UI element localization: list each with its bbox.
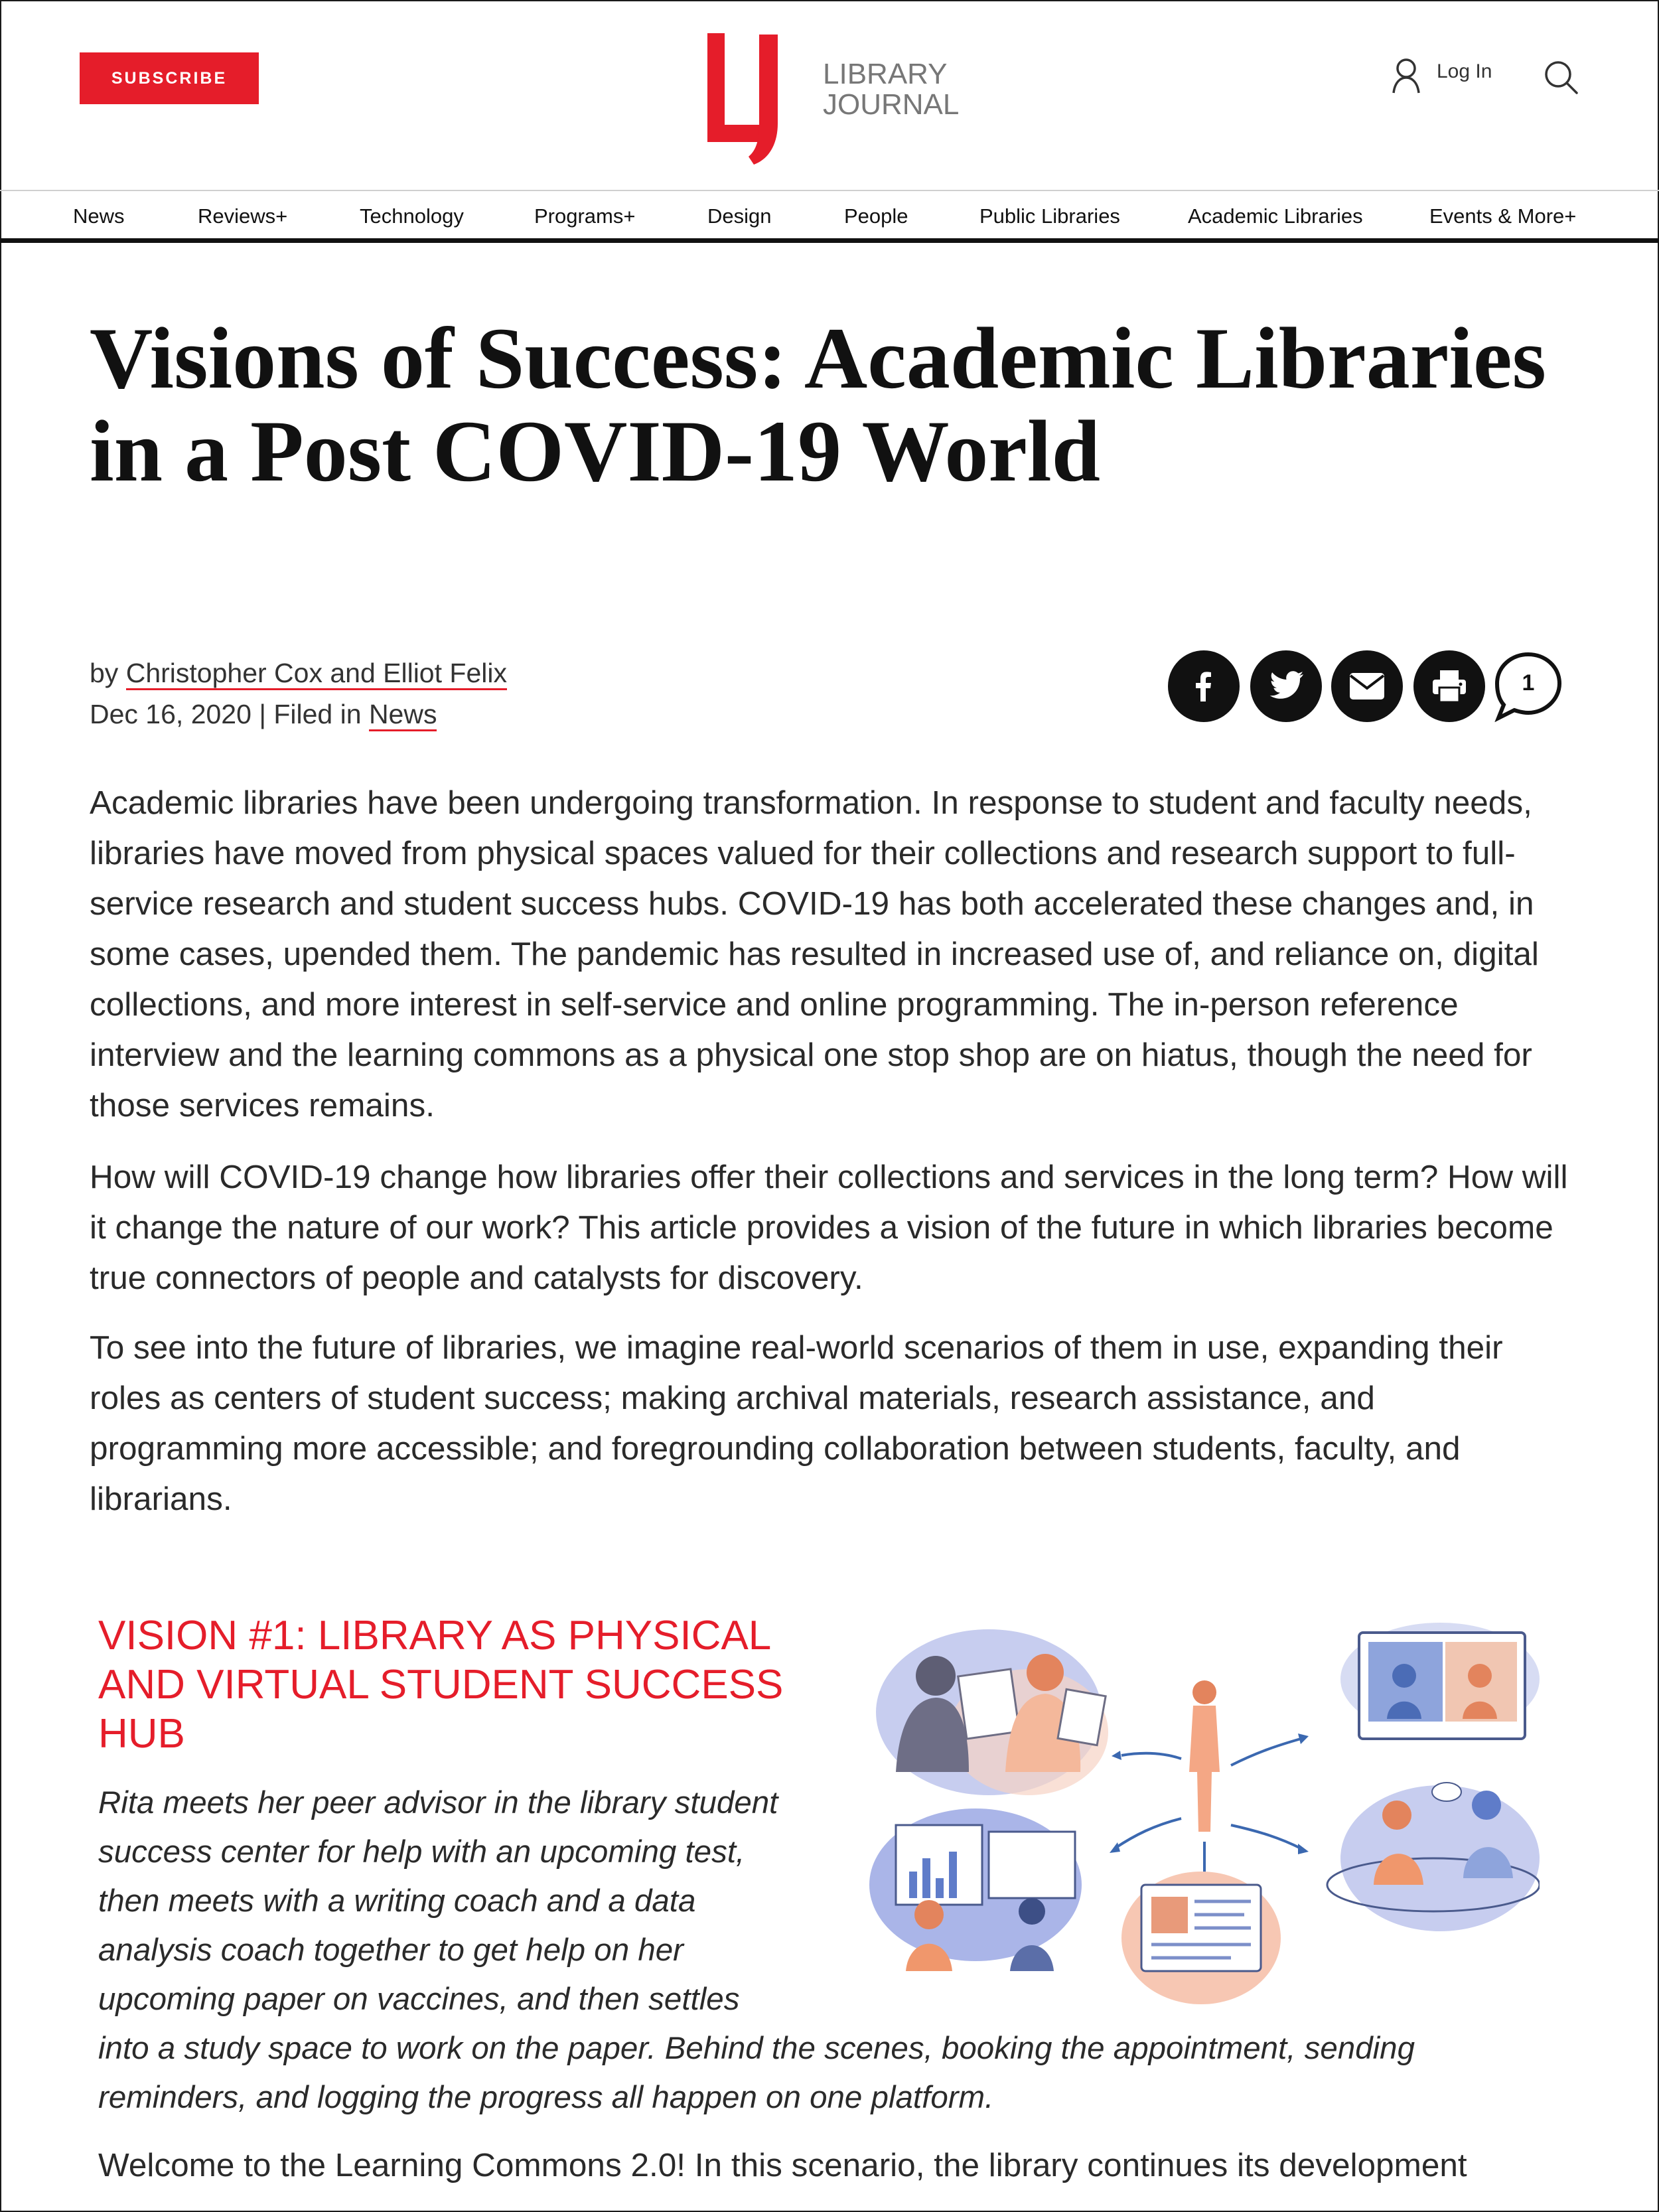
byline-prefix: by [90,658,119,688]
scenario-line: into a study space to work on the paper. Behind the scenes, booking the appointment, sending [98,2031,1415,2066]
article-paragraph: How will COVID-19 change how libraries offer their collections and services in the long term? How will it change the nature of our work? This article provides a vision of the future in which libraries become true connectors of people and catalysts for discovery. [90,1159,1568,1296]
article-paragraph: To see into the future of libraries, we imagine real-world scenarios of them in use, expanding their roles as centers of student success; making archival materials, research assistance, and programming more accessible; and foregrounding collaboration between students, faculty, and librarians. [90,1329,1503,1517]
share-email-button[interactable] [1331,650,1403,722]
article-paragraph: Welcome to the Learning Commons 2.0! In this scenario, the library continues its development [98,2147,1467,2183]
share-print-button[interactable] [1413,650,1485,722]
subscribe-button[interactable]: SUBSCRIBE [80,52,259,104]
scenario-line: Rita meets her peer advisor in the library student [98,1785,778,1820]
nav-item-public-libraries[interactable]: Public Libraries [979,204,1120,228]
author-link[interactable]: Christopher Cox and Elliot Felix [126,658,507,690]
scenario-line: then meets with a writing coach and a data [98,1883,696,1919]
scenario-line: reminders, and logging the progress all happen on one platform. [98,2080,994,2115]
nav-item-programs[interactable]: Programs+ [534,204,636,228]
scenario-line: analysis coach together to get help on her [98,1933,684,1968]
print-icon [1431,669,1468,703]
site-logo[interactable] [705,32,970,165]
scenario-line: upcoming paper on vaccines, and then settles [98,1982,740,2017]
publish-date: Dec 16, 2020 [90,699,252,729]
nav-item-academic-libraries[interactable]: Academic Libraries [1188,204,1363,228]
byline [90,652,507,694]
share-twitter-button[interactable] [1250,650,1322,722]
filed-in-label: | Filed in [259,699,362,729]
nav-item-design[interactable]: Design [707,204,772,228]
nav-item-events-more[interactable]: Events & More+ [1429,204,1577,228]
email-icon [1348,672,1386,701]
student-success-hub-illustration [869,1619,1540,2011]
logo-line-1: LIBRARY [823,58,948,90]
user-icon [1390,57,1422,94]
dateline [90,694,437,735]
nav-item-reviews[interactable]: Reviews+ [198,204,288,228]
nav-item-people[interactable]: People [844,204,908,228]
logo-line-2: JOURNAL [823,88,960,121]
comment-count[interactable]: 1 [1522,670,1535,696]
section-heading: VISION #1: LIBRARY AS PHYSICAL AND VIRTUAL STUDENT SUCCESS HUB [98,1613,784,1757]
scenario-line: success center for help with an upcoming test, [98,1834,745,1870]
nav-item-technology[interactable]: Technology [360,204,464,228]
category-link[interactable]: News [369,699,437,731]
article-paragraph: Academic libraries have been undergoing transformation. In response to student and faculty needs, libraries have moved from physical spaces valued for their collections and research support to full-service research and student success hubs. COVID-19 has both accelerated these changes and, in some cases, upended them. The pandemic has resulted in increased use of, and reliance on, digital collections, and more interest in self-service and online programming. The in-person reference interview and the learning commons as a physical one stop shop are on hiatus, though the need for those services remains. [90,784,1539,1124]
twitter-icon [1267,670,1305,703]
login-label: Log In [1437,60,1492,82]
logo-wordmark [823,59,959,120]
login-link[interactable] [1390,57,1492,94]
share-facebook-button[interactable] [1168,650,1240,722]
lj-logo-mark [705,32,811,165]
facebook-icon [1187,670,1220,703]
search-button[interactable] [1542,58,1579,96]
main-nav [0,190,1659,243]
nav-item-news[interactable]: News [73,204,125,228]
article-title: Visions of Success: Academic Libraries in a Post COVID-19 World [90,309,1546,500]
search-icon [1542,58,1579,96]
